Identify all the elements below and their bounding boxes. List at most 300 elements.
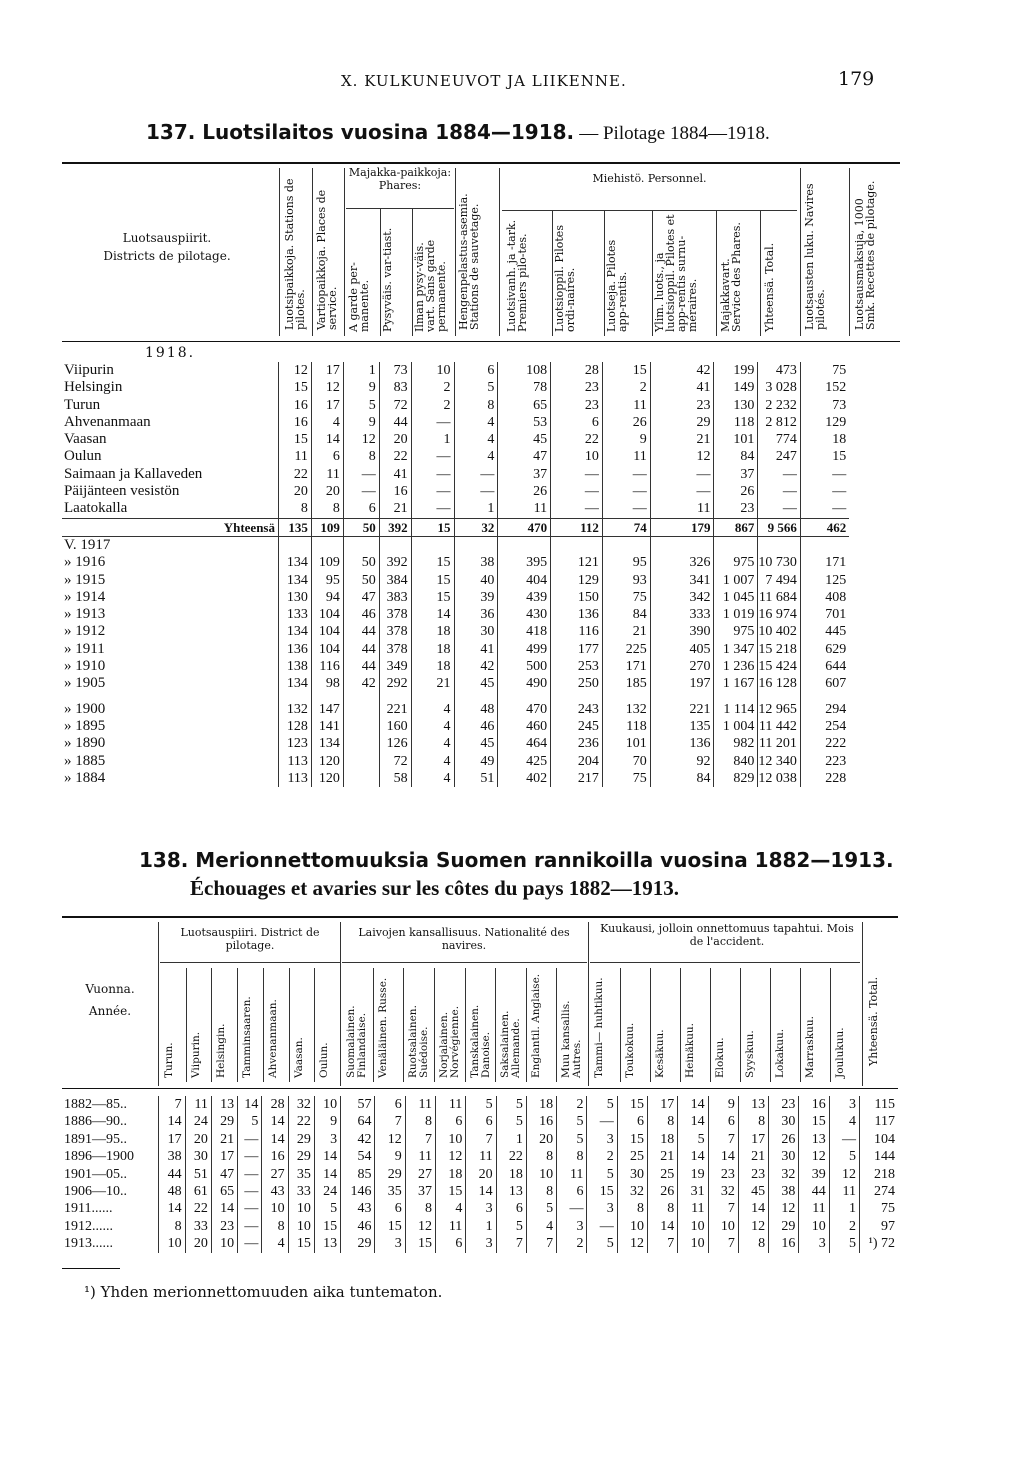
table-cell: 61 bbox=[185, 1183, 211, 1200]
table-cell: 6 bbox=[708, 1113, 738, 1130]
table-cell: 17 bbox=[311, 362, 343, 379]
table-cell: 150 bbox=[551, 589, 603, 606]
table-cell: 12 bbox=[375, 1131, 405, 1148]
total-cell: 462 bbox=[800, 518, 849, 536]
table-cell: 29 bbox=[650, 414, 714, 431]
table-cell: — bbox=[829, 1131, 859, 1148]
table-cell: — bbox=[238, 1200, 262, 1217]
row-label: 1896—1900 bbox=[64, 1149, 134, 1165]
col-premiers-header: Luotsivanh. ja -tark. Premiers pilo-tes. bbox=[505, 219, 529, 332]
table-cell: 29 bbox=[288, 1148, 314, 1165]
total-cell: 867 bbox=[714, 518, 758, 536]
table-cell: 32 bbox=[288, 1096, 314, 1113]
table-cell: 23 bbox=[551, 397, 603, 414]
district_cols-header: Vaasan. bbox=[292, 1037, 305, 1078]
table-cell: 1 019 bbox=[714, 606, 758, 623]
table-cell: 5 bbox=[343, 397, 379, 414]
table-cell: 4 bbox=[411, 718, 454, 735]
table-cell: 42 bbox=[454, 658, 498, 675]
table-cell: 16 bbox=[526, 1113, 556, 1130]
table-cell: 7 bbox=[466, 1131, 496, 1148]
table-cell: 5 bbox=[466, 1096, 496, 1113]
table-cell: — bbox=[602, 466, 650, 483]
table-cell: 3 bbox=[799, 1235, 829, 1252]
table-cell: 11 bbox=[650, 500, 714, 518]
table-cell: 11 bbox=[557, 1166, 587, 1183]
table-cell: 16 bbox=[262, 1148, 288, 1165]
table-cell: 72 bbox=[379, 753, 411, 770]
table-cell: 8 bbox=[648, 1113, 678, 1130]
table-cell: 5 bbox=[587, 1166, 617, 1183]
table-cell: 4 bbox=[526, 1218, 556, 1235]
table-cell: 14 bbox=[738, 1200, 768, 1217]
table-cell: 7 bbox=[648, 1235, 678, 1252]
table-cell: 115 bbox=[859, 1096, 898, 1113]
table-cell: 23 bbox=[211, 1218, 237, 1235]
total-cell: 470 bbox=[498, 518, 551, 536]
table-cell bbox=[343, 753, 379, 770]
table-cell: 48 bbox=[159, 1183, 185, 1200]
table-cell: 12 bbox=[829, 1166, 859, 1183]
table-cell: 15 bbox=[314, 1218, 340, 1235]
table-cell bbox=[379, 536, 411, 554]
table-cell: 4 bbox=[454, 448, 498, 465]
table-cell: 7 bbox=[708, 1235, 738, 1252]
table-cell: 20 bbox=[185, 1235, 211, 1252]
table-cell: 75 bbox=[602, 770, 650, 787]
table-cell: 4 bbox=[411, 753, 454, 770]
table-cell: 378 bbox=[379, 623, 411, 640]
table-cell: 218 bbox=[859, 1166, 898, 1183]
table-cell: — bbox=[650, 466, 714, 483]
table-cell: 4 bbox=[311, 414, 343, 431]
table-cell: 12 340 bbox=[758, 753, 801, 770]
col-navires-header: Luotsausten luku. Navires pilotés. bbox=[803, 183, 827, 330]
table-cell: 8 bbox=[343, 448, 379, 465]
table-cell: 11 bbox=[466, 1148, 496, 1165]
stub-vuonna: Vuonna. bbox=[85, 982, 135, 996]
table-cell: 84 bbox=[714, 448, 758, 465]
year-row bbox=[62, 1183, 898, 1200]
table-cell: 430 bbox=[498, 606, 551, 623]
table-cell: 6 bbox=[496, 1200, 526, 1217]
table-cell: 11 bbox=[405, 1148, 435, 1165]
table-cell: 245 bbox=[551, 718, 603, 735]
table-cell: 44 bbox=[799, 1183, 829, 1200]
table-cell: 292 bbox=[379, 675, 411, 692]
table-cell: 4 bbox=[829, 1113, 859, 1130]
table-cell: 10 bbox=[411, 362, 454, 379]
table-cell: 84 bbox=[602, 606, 650, 623]
table-cell: 15 bbox=[411, 554, 454, 571]
table-cell: 134 bbox=[278, 572, 311, 589]
table-cell: 390 bbox=[650, 623, 714, 640]
table-cell: — bbox=[411, 500, 454, 518]
table-cell: — bbox=[238, 1183, 262, 1200]
table-cell: 15 218 bbox=[758, 641, 801, 658]
stub-label-fi: Luotsauspiirit. bbox=[122, 231, 212, 245]
table-cell: 4 bbox=[436, 1200, 466, 1217]
table-cell: 21 bbox=[211, 1131, 237, 1148]
table-cell: 46 bbox=[343, 606, 379, 623]
table-cell: 45 bbox=[454, 735, 498, 752]
table-137-title-fr: — Pilotage 1884—1918. bbox=[579, 123, 770, 144]
table-cell: 23 bbox=[714, 500, 758, 518]
month_cols-header: Tammi— huhtikuu. bbox=[593, 977, 605, 1078]
table-cell: 9 bbox=[343, 379, 379, 396]
table-cell: 2 bbox=[557, 1235, 587, 1252]
year-row bbox=[62, 1096, 898, 1113]
table-cell: 8 bbox=[454, 397, 498, 414]
table-cell: 270 bbox=[650, 658, 714, 675]
table-cell: 21 bbox=[738, 1148, 768, 1165]
table-cell: 30 bbox=[769, 1148, 799, 1165]
table-cell: 50 bbox=[343, 572, 379, 589]
district_cols-header: Oulun. bbox=[318, 1042, 331, 1078]
table-cell: 9 bbox=[314, 1113, 340, 1130]
group-district: Luotsauspiiri. District de pilotage. bbox=[180, 926, 320, 952]
table-cell: 11 442 bbox=[758, 718, 801, 735]
table-cell: 5 bbox=[678, 1131, 708, 1148]
table-cell: 38 bbox=[454, 554, 498, 571]
table-cell: 490 bbox=[498, 675, 551, 692]
table-cell: 30 bbox=[769, 1113, 799, 1130]
table-cell: 15 bbox=[800, 448, 849, 465]
table-cell: 2 bbox=[411, 397, 454, 414]
table-cell: 18 bbox=[411, 623, 454, 640]
table-cell: 113 bbox=[278, 753, 311, 770]
table-cell: 8 bbox=[648, 1200, 678, 1217]
table-cell: 16 bbox=[278, 397, 311, 414]
table-cell: 17 bbox=[159, 1131, 185, 1148]
table-cell: 12 bbox=[799, 1148, 829, 1165]
table-cell: — bbox=[800, 483, 849, 500]
row-label: Saimaan ja Kallaveden bbox=[64, 465, 203, 482]
col-places-header: Vartiopaikkoja. Places de service. bbox=[315, 189, 339, 330]
year-row bbox=[62, 658, 900, 675]
table-cell: 35 bbox=[375, 1183, 405, 1200]
table-cell: 1 bbox=[454, 500, 498, 518]
row-label: Vaasan bbox=[64, 431, 107, 448]
table-cell: 15 bbox=[617, 1131, 647, 1148]
table-cell: 22 bbox=[185, 1200, 211, 1217]
table-cell: 50 bbox=[343, 554, 379, 571]
col-surnum-header: Ylim. luots., ja luotsioppil. Pilotes et app-rentis surnu-méraires. bbox=[653, 214, 699, 332]
table-cell: 185 bbox=[602, 675, 650, 692]
table-cell: 22 bbox=[278, 466, 311, 483]
table-cell: 98 bbox=[311, 675, 343, 692]
table-cell: 18 bbox=[411, 641, 454, 658]
table-cell: 104 bbox=[311, 606, 343, 623]
table-cell: 12 bbox=[311, 379, 343, 396]
table-cell: 135 bbox=[650, 718, 714, 735]
table-cell: 21 bbox=[602, 623, 650, 640]
row-label: Helsingin bbox=[64, 379, 123, 396]
table-cell: — bbox=[238, 1166, 262, 1183]
table-cell: 11 bbox=[185, 1096, 211, 1113]
table-cell: 11 bbox=[799, 1200, 829, 1217]
table-cell bbox=[278, 536, 311, 554]
row-label: 1901—05.. bbox=[64, 1166, 127, 1182]
nation_cols-header: Englantil. Anglaise. bbox=[529, 973, 542, 1078]
table-cell: 15 bbox=[405, 1235, 435, 1252]
table-cell: 93 bbox=[602, 572, 650, 589]
table-cell: 20 bbox=[466, 1166, 496, 1183]
table-cell: 14 bbox=[411, 606, 454, 623]
stub-annee: Année. bbox=[88, 1004, 132, 1018]
table-cell: 5 bbox=[587, 1096, 617, 1113]
nation_cols-header: Saksalainen. Allemande. bbox=[499, 1010, 523, 1078]
table-cell: 20 bbox=[379, 431, 411, 448]
table-cell: 7 bbox=[375, 1113, 405, 1130]
row-label: 1886—90.. bbox=[64, 1114, 127, 1130]
table-cell: 6 bbox=[311, 448, 343, 465]
table-cell: 243 bbox=[551, 693, 603, 718]
table-cell: 39 bbox=[454, 589, 498, 606]
table-cell: 10 bbox=[314, 1096, 340, 1113]
table-cell: 39 bbox=[799, 1166, 829, 1183]
table-cell: 10 bbox=[551, 448, 603, 465]
table-cell: 15 bbox=[278, 431, 311, 448]
table-cell: 25 bbox=[617, 1148, 647, 1165]
table-cell: 141 bbox=[311, 718, 343, 735]
table-cell: 120 bbox=[311, 753, 343, 770]
table-cell: — bbox=[758, 466, 801, 483]
table-cell bbox=[454, 536, 498, 554]
table-cell: 383 bbox=[379, 589, 411, 606]
table-cell: 607 bbox=[800, 675, 849, 692]
table-cell: 10 bbox=[678, 1218, 708, 1235]
table-cell: 23 bbox=[551, 379, 603, 396]
table-cell: 1 347 bbox=[714, 641, 758, 658]
group-phares: Majakka-paikkoja: Phares: bbox=[348, 166, 452, 192]
table-cell: 6 bbox=[551, 414, 603, 431]
table-cell: 1 bbox=[466, 1218, 496, 1235]
table-cell: 247 bbox=[758, 448, 801, 465]
row-label: » 1913 bbox=[64, 606, 106, 623]
table-cell: 294 bbox=[800, 693, 849, 718]
table-cell: 1 bbox=[343, 362, 379, 379]
row-label: » 1916 bbox=[64, 554, 106, 571]
table-cell: 23 bbox=[769, 1096, 799, 1113]
table-cell: 133 bbox=[278, 606, 311, 623]
table-cell: 45 bbox=[454, 675, 498, 692]
table-cell: 38 bbox=[769, 1183, 799, 1200]
district_cols-header: Ahvenanmaan. bbox=[266, 999, 279, 1078]
year-row bbox=[62, 693, 900, 718]
table-cell: 326 bbox=[650, 554, 714, 571]
table-cell: 65 bbox=[211, 1183, 237, 1200]
table-cell: — bbox=[454, 483, 498, 500]
table-cell: 5 bbox=[496, 1096, 526, 1113]
table-cell: 10 bbox=[708, 1218, 738, 1235]
table-cell: 28 bbox=[551, 362, 603, 379]
table-cell: 121 bbox=[551, 554, 603, 571]
table-cell: 15 bbox=[411, 572, 454, 589]
year-row bbox=[62, 1148, 898, 1165]
table-cell: 18 bbox=[411, 658, 454, 675]
table-cell: 1 114 bbox=[714, 693, 758, 718]
table-cell: 118 bbox=[602, 718, 650, 735]
year-row bbox=[62, 718, 900, 735]
row-label: » 1900 bbox=[64, 700, 106, 717]
table-cell: 10 402 bbox=[758, 623, 801, 640]
table-cell: 8 bbox=[278, 500, 311, 518]
table-cell bbox=[602, 536, 650, 554]
table-cell: 11 bbox=[602, 448, 650, 465]
row-label: 1912...... bbox=[64, 1218, 113, 1234]
running-header: X. KULKUNEUVOT JA LIIKENNE. bbox=[341, 72, 627, 90]
row-label: 1913...... bbox=[64, 1236, 113, 1252]
table-cell: 22 bbox=[551, 431, 603, 448]
table-cell: 15 bbox=[587, 1183, 617, 1200]
table-cell: 23 bbox=[738, 1166, 768, 1183]
table-cell: 171 bbox=[800, 554, 849, 571]
year-1918-label: 1918. bbox=[145, 345, 196, 361]
table-cell: 499 bbox=[498, 641, 551, 658]
table-cell: 378 bbox=[379, 606, 411, 623]
table-cell: 51 bbox=[454, 770, 498, 787]
table-cell: 1 007 bbox=[714, 572, 758, 589]
table-cell: 14 bbox=[648, 1218, 678, 1235]
table-cell: — bbox=[411, 466, 454, 483]
table-cell: 217 bbox=[551, 770, 603, 787]
table-cell: 26 bbox=[714, 483, 758, 500]
table-cell: 26 bbox=[648, 1183, 678, 1200]
table-cell: 16 bbox=[799, 1096, 829, 1113]
table-cell: 78 bbox=[498, 379, 551, 396]
table-cell: 83 bbox=[379, 379, 411, 396]
table-cell: 104 bbox=[311, 641, 343, 658]
table-cell: 20 bbox=[526, 1131, 556, 1148]
table-cell: 5 bbox=[829, 1148, 859, 1165]
table-cell: 8 bbox=[617, 1200, 647, 1217]
table-cell: ¹) 72 bbox=[859, 1235, 898, 1252]
group-month: Kuukausi, jolloin onnettomuus tapahtui. Mois de l'accident. bbox=[600, 922, 854, 948]
col-stations-header: Luotsipaikkoja. Stations de pilotes. bbox=[283, 178, 307, 330]
table-cell: 95 bbox=[602, 554, 650, 571]
table-cell: 21 bbox=[411, 675, 454, 692]
table-cell: 15 bbox=[411, 589, 454, 606]
table-cell: 24 bbox=[314, 1183, 340, 1200]
table-cell: 41 bbox=[379, 466, 411, 483]
table-cell: 1 167 bbox=[714, 675, 758, 692]
table-cell: 104 bbox=[859, 1131, 898, 1148]
table-cell: 116 bbox=[311, 658, 343, 675]
table-cell: 44 bbox=[159, 1166, 185, 1183]
table-cell: 47 bbox=[211, 1166, 237, 1183]
table-cell: 14 bbox=[211, 1200, 237, 1217]
district-row bbox=[62, 448, 900, 465]
table-cell: — bbox=[454, 466, 498, 483]
table-cell: 19 bbox=[678, 1166, 708, 1183]
table-cell: 18 bbox=[496, 1166, 526, 1183]
row-label: » 1884 bbox=[64, 769, 106, 786]
table-cell: 17 bbox=[648, 1096, 678, 1113]
table-cell: 3 bbox=[829, 1096, 859, 1113]
table-cell: 18 bbox=[800, 431, 849, 448]
table-cell: 14 bbox=[238, 1096, 262, 1113]
table-cell: 20 bbox=[311, 483, 343, 500]
table-cell: 18 bbox=[648, 1131, 678, 1148]
table-cell: 10 bbox=[288, 1218, 314, 1235]
table-cell: 11 bbox=[278, 448, 311, 465]
row-label: » 1912 bbox=[64, 623, 106, 640]
table-137-header bbox=[62, 164, 900, 342]
table-cell: 43 bbox=[262, 1183, 288, 1200]
table-cell: — bbox=[343, 483, 379, 500]
table-cell: — bbox=[800, 466, 849, 483]
table-cell: 149 bbox=[714, 379, 758, 396]
table-cell: 42 bbox=[343, 675, 379, 692]
total-label: Yhteensä bbox=[62, 518, 278, 536]
table-cell: 2 232 bbox=[758, 397, 801, 414]
table-cell: 37 bbox=[714, 466, 758, 483]
row-label: Turun bbox=[64, 396, 101, 413]
row-label: 1911...... bbox=[64, 1201, 113, 1217]
total-cell: 74 bbox=[602, 518, 650, 536]
table-cell: 28 bbox=[262, 1096, 288, 1113]
table-cell: 3 bbox=[587, 1131, 617, 1148]
row-label: V. 1917 bbox=[62, 536, 278, 554]
table-cell: 8 bbox=[311, 500, 343, 518]
table-cell: 177 bbox=[551, 641, 603, 658]
table-cell: — bbox=[238, 1148, 262, 1165]
table-cell: 2 bbox=[602, 379, 650, 396]
total-cell: 109 bbox=[311, 518, 343, 536]
table-cell: 92 bbox=[650, 753, 714, 770]
table-138-title-fi: 138. Merionnettomuuksia Suomen rannikoilla vuosina 1882—1913. bbox=[139, 848, 894, 872]
table-cell: 22 bbox=[496, 1148, 526, 1165]
table-cell bbox=[343, 735, 379, 752]
table-cell: 136 bbox=[551, 606, 603, 623]
table-cell: 10 bbox=[211, 1235, 237, 1252]
table-cell: 222 bbox=[800, 735, 849, 752]
table-cell: 24 bbox=[185, 1113, 211, 1130]
table-cell: 13 bbox=[496, 1183, 526, 1200]
table-cell: 30 bbox=[185, 1148, 211, 1165]
table-cell: 120 bbox=[311, 770, 343, 787]
district-row bbox=[62, 483, 900, 500]
table-cell: 8 bbox=[159, 1218, 185, 1235]
table-cell: 975 bbox=[714, 623, 758, 640]
row-label: Laatokalla bbox=[64, 500, 128, 517]
table-cell: 4 bbox=[411, 770, 454, 787]
table-cell: 134 bbox=[278, 623, 311, 640]
table-cell: 94 bbox=[311, 589, 343, 606]
table-cell: 18 bbox=[436, 1166, 466, 1183]
year-row bbox=[62, 1131, 898, 1148]
table-cell: 36 bbox=[454, 606, 498, 623]
table-cell: 97 bbox=[859, 1218, 898, 1235]
table-cell: 10 bbox=[262, 1200, 288, 1217]
table-cell: 7 bbox=[159, 1096, 185, 1113]
table-cell: 2 bbox=[829, 1218, 859, 1235]
table-cell: 15 bbox=[278, 379, 311, 396]
table-cell: 26 bbox=[498, 483, 551, 500]
table-cell: 12 bbox=[738, 1218, 768, 1235]
table-cell: 500 bbox=[498, 658, 551, 675]
nation_cols-header: Suomalainen. Finlandaise. bbox=[345, 1005, 368, 1078]
month_cols-header: Kesäkuu. bbox=[654, 1029, 666, 1078]
table-cell: 9 bbox=[375, 1148, 405, 1165]
table-cell: 12 965 bbox=[758, 693, 801, 718]
table-cell: 5 bbox=[526, 1200, 556, 1217]
nation_cols-header: Norjalainen. Norvégienne. bbox=[437, 1005, 461, 1078]
table-cell: 253 bbox=[551, 658, 603, 675]
table-cell: — bbox=[238, 1235, 262, 1252]
table-cell bbox=[311, 536, 343, 554]
